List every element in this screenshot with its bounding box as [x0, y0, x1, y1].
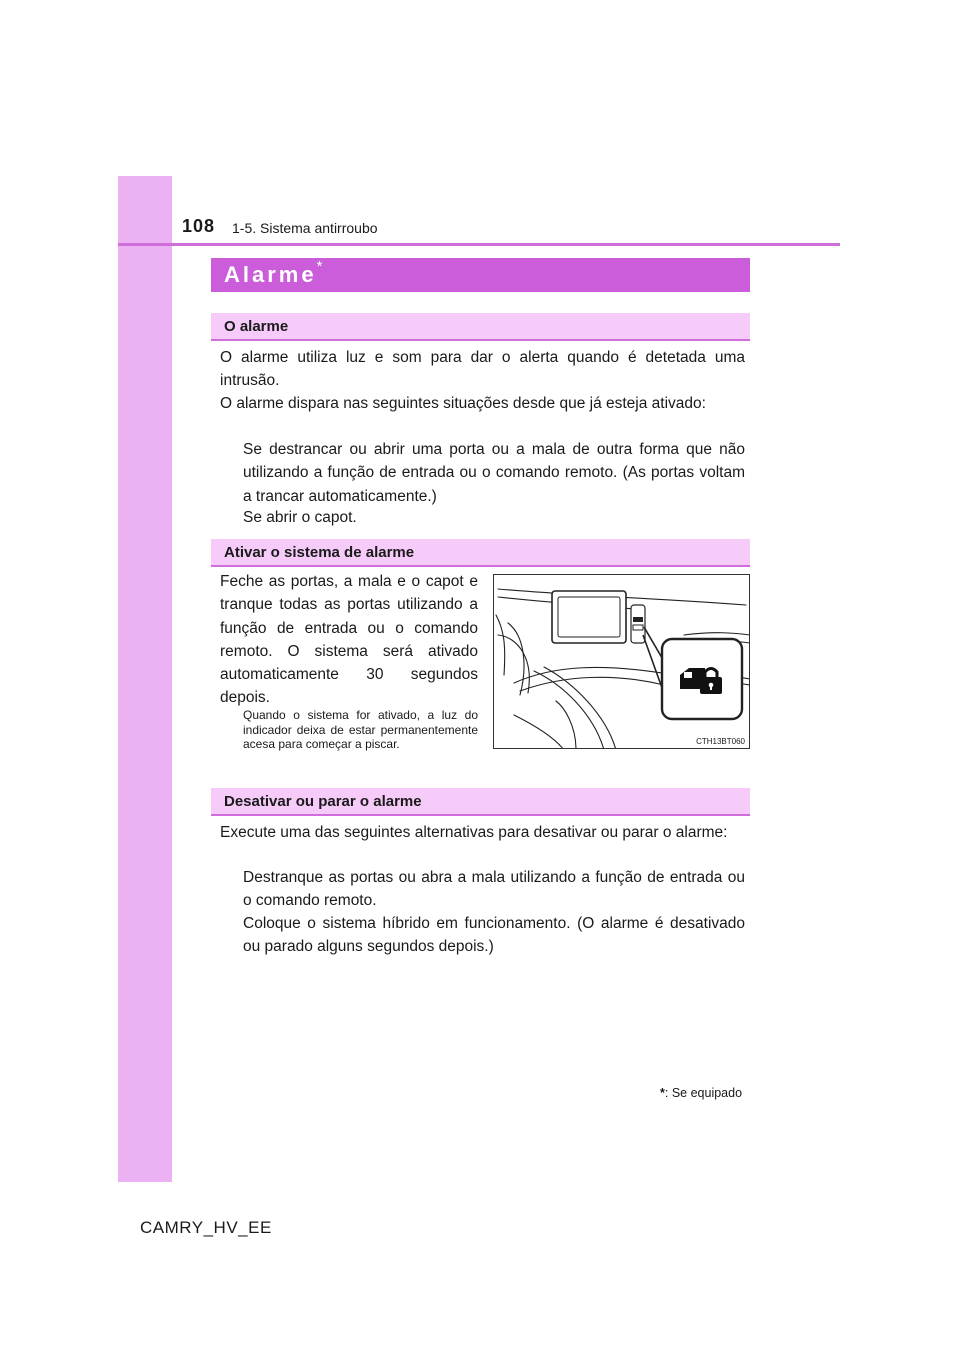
subsection-title-deactivate: Desativar ou parar o alarme	[211, 788, 750, 816]
list-item-hood: Se abrir o capot.	[243, 509, 357, 526]
list-item-unlock-doors: Destranque as portas ou abra a mala utilizando a função de entrada ou o comando remoto.	[243, 869, 745, 910]
subsection-title-activate: Ativar o sistema de alarme	[211, 539, 750, 567]
paragraph-trigger: O alarme dispara nas seguintes situações desde que já esteja ativado:	[220, 395, 706, 412]
chapter-sidebar	[118, 176, 172, 1182]
footnote	[660, 1086, 742, 1100]
section-title	[211, 258, 750, 292]
figure-code: CTH13BT060	[696, 737, 745, 746]
list-item-unlock: Se destrancar ou abrir uma porta ou a mala de outra forma que não utilizando a função de entrada ou o comando remoto. (As portas voltam a trancar automaticamente.)	[243, 441, 745, 505]
section-title-text: Alarme	[224, 262, 317, 287]
paragraph-deactivate: Execute uma das seguintes alternativas para desativar ou parar o alarme:	[220, 824, 728, 841]
note-indicator: Quando o sistema for ativado, a luz do indicador deixa de estar permanentemente acesa para começar a piscar.	[243, 708, 478, 752]
list-item-hybrid-system: Coloque o sistema híbrido em funcionamento. (O alarme é desativado ou parado alguns segundos depois.)	[243, 915, 745, 956]
equipped-star-icon: *	[316, 258, 323, 275]
paragraph-activate: Feche as portas, a mala e o capot e tranque todas as portas utilizando a função de entrada ou o comando remoto. O sistema será ativado automaticamente 30 segundos depois.	[220, 573, 478, 707]
header-divider	[118, 243, 840, 246]
footnote-star-icon: *	[660, 1086, 665, 1100]
chapter-title: 1-5. Sistema antirroubo	[232, 220, 378, 236]
dashboard-figure	[493, 574, 750, 749]
paragraph-intro: O alarme utiliza luz e som para dar o alerta quando é detetada uma intrusão.	[220, 349, 745, 390]
subsection-title-alarm: O alarme	[211, 313, 750, 341]
footnote-text: : Se equipado	[664, 1086, 743, 1100]
dashboard-security-indicator-icon	[494, 575, 750, 749]
manual-code: CAMRY_HV_EE	[140, 1218, 272, 1237]
page-number: 108	[182, 216, 216, 236]
